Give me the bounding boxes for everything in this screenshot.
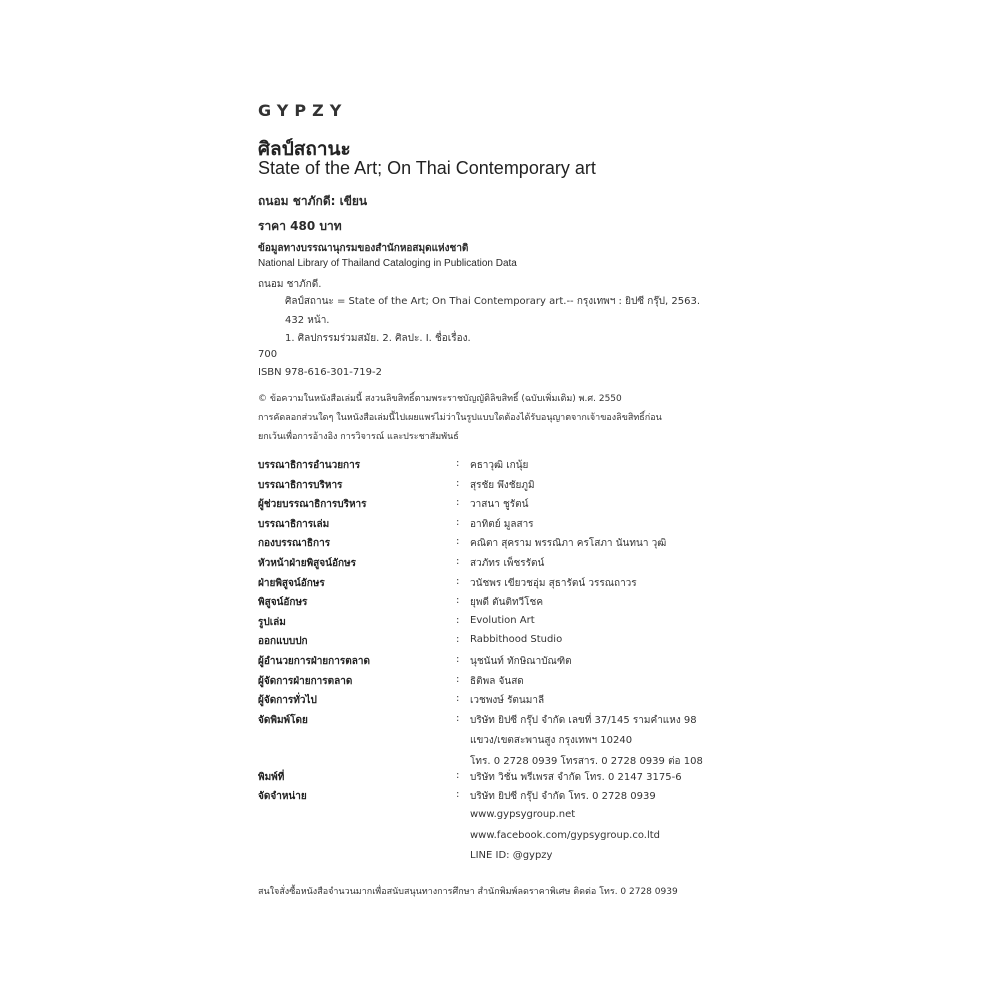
credit-row [258,517,738,537]
credit-row [258,674,738,694]
credit-value: สวภัทร เพ็ชรรัตน์ [470,557,545,569]
credit-label: พิมพ์ที่ [258,771,285,783]
credit-label: จัดพิมพ์โดย [258,714,308,726]
credit-colon: : [456,653,460,665]
credits-list [258,458,738,869]
credit-facebook: www.facebook.com/gypsygroup.co.ltd [470,829,661,841]
credit-value: วนัชพร เขียวชอุ่ม สุธารัตน์ วรรณถาวร [470,577,637,589]
credit-line-id: LINE ID: @gypzy [470,850,553,862]
copyright-line: © ข้อความในหนังสือเล่มนี้ สงวนลิขสิทธิ์ตามพระราชบัญญัติลิขสิทธิ์ (ฉบับเพิ่มเติม) พ.ศ. 2550 [258,394,622,404]
credit-value: เวชพงษ์ รัตนมาลี [470,695,545,707]
cip-pages: 432 หน้า. [285,315,330,326]
book-title-thai: ศิลป์สถานะ [258,138,351,160]
credit-label: หัวหน้าฝ่ายพิสูจน์อักษร [258,557,356,569]
credit-row [258,654,738,674]
credit-value: คณิตา สุคราม พรรณิภา ครโสภา นันทนา วุฒิ [470,538,667,550]
cip-heading-thai: ข้อมูลทางบรรณานุกรมของสำนักหอสมุดแห่งชาติ [258,243,469,254]
credit-website: www.gypsygroup.net [470,809,576,821]
credit-colon: : [456,769,460,781]
credit-label: ผู้จัดการฝ่ายการตลาด [258,675,353,687]
credit-colon: : [456,477,460,489]
credit-value: Evolution Art [470,614,535,626]
copyright-line: ยกเว้นเพื่อการอ้างอิง การวิจารณ์ และประชาสัมพันธ์ [258,432,459,442]
credit-label: รูปเล่ม [258,616,286,628]
credit-value: ยุพดี ตันติทวีโชค [470,597,544,609]
credit-colon: : [456,595,460,607]
book-title-english: State of the Art; On Thai Contemporary art [258,158,596,178]
credit-colon: : [456,497,460,509]
cip-title-entry: ศิลป์สถานะ = State of the Art; On Thai Contemporary art.-- กรุงเทพฯ : ยิปซี กรุ๊ป, 2563. [285,296,701,307]
credit-value: สุรชัย พึงชัยภูมิ [470,479,535,491]
cip-isbn: ISBN 978-616-301-719-2 [258,367,382,378]
credit-colon: : [456,693,460,705]
credit-label: ฝ่ายพิสูจน์อักษร [258,577,325,589]
copyright-line: การคัดลอกส่วนใดๆ ในหนังสือเล่มนี้ไปเผยแพร่ไม่ว่าในรูปแบบใดต้องได้รับอนุญาตจากเจ้าของลิขสิทธิ์ก่อน [258,413,662,423]
credit-label: ผู้จัดการทั่วไป [258,695,317,707]
credit-value: ธิติพล จันสด [470,675,524,687]
credit-row [258,595,738,615]
credit-label: ออกแบบปก [258,636,308,648]
credit-value: คธาวุฒิ เกนุ้ย [470,460,529,471]
credit-row [258,789,738,869]
credit-label: บรรณาธิการเล่ม [258,518,330,530]
credit-colon: : [456,673,460,685]
credit-value: อาทิตย์ มูลสาร [470,518,534,530]
credit-label: จัดจำหน่าย [258,790,307,802]
credit-value: บริษัท ยิปซี กรุ๊ป จำกัด โทร. 0 2728 0939 [470,790,656,802]
credit-colon: : [456,555,460,567]
credit-label: บรรณาธิการบริหาร [258,479,343,491]
credit-row [258,713,738,770]
credit-row [258,536,738,556]
credit-row [258,478,738,498]
credit-row [258,556,738,576]
credit-value: วาสนา ชูรัตน์ [470,499,529,511]
credit-row [258,615,738,635]
credit-value: บริษัท วิชั่น พรีเพรส จำกัด โทร. 0 2147 3175-6 [470,771,682,783]
credit-row [258,770,738,789]
credit-value: โทร. 0 2728 0939 โทรสาร. 0 2728 0939 ต่อ 108 [470,755,703,767]
credit-value: นุชนันท์ ทักษิณาบัณฑิต [470,655,572,667]
credit-row [258,576,738,596]
credit-label: กองบรรณาธิการ [258,538,331,550]
credit-label: ผู้ช่วยบรรณาธิการบริหาร [258,499,367,511]
cip-author: ถนอม ชาภักดี. [258,279,322,290]
publisher-logo: GYPZY [258,101,348,120]
author-line: ถนอม ชาภักดี: เขียน [258,194,368,208]
credit-row [258,458,738,478]
credit-colon: : [456,536,460,548]
credit-row [258,693,738,713]
cip-class-number: 700 [258,349,278,360]
credit-label: บรรณาธิการอำนวยการ [258,460,361,471]
bulk-order-note: สนใจสั่งซื้อหนังสือจำนวนมากเพื่อสนับสนุนทางการศึกษา สำนักพิมพ์ลดราคาพิเศษ ติดต่อ โทร. 0 2728 0939 [258,887,678,897]
credit-colon: : [456,575,460,587]
price: ราคา 480 บาท [258,219,342,233]
credit-value: Rabbithood Studio [470,634,563,646]
credit-colon: : [456,712,460,724]
credit-colon: : [456,614,460,626]
cip-subjects: 1. ศิลปกรรมร่วมสมัย. 2. ศิลปะ. I. ชื่อเรื่อง. [285,333,471,344]
cip-heading-english: National Library of Thailand Cataloging in Publication Data [258,258,517,269]
credit-label: พิสูจน์อักษร [258,597,308,609]
credit-value: แขวง/เขตสะพานสูง กรุงเทพฯ 10240 [470,735,633,747]
credit-colon: : [456,634,460,646]
credit-colon: : [456,458,460,469]
credit-value: บริษัท ยิปซี กรุ๊ป จำกัด เลขที่ 37/145 รามคำแหง 98 [470,714,697,726]
credit-colon: : [456,788,460,800]
credit-row [258,497,738,517]
credit-colon: : [456,516,460,528]
credit-label: ผู้อำนวยการฝ่ายการตลาด [258,655,370,667]
credit-row [258,634,738,654]
